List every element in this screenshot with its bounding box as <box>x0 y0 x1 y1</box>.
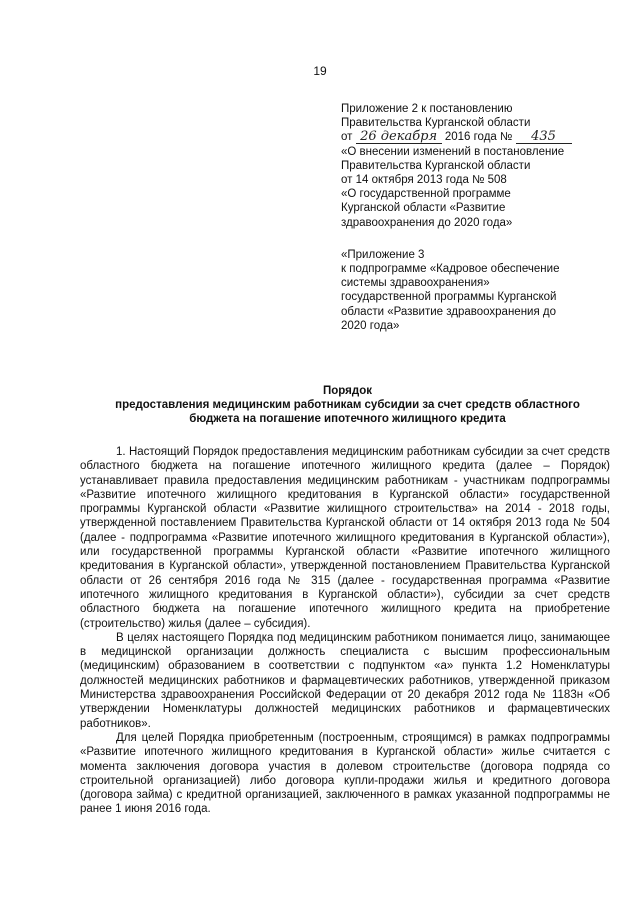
appendix-line: области «Развитие здравоохранения до <box>341 305 557 318</box>
appendix-line: Правительства Курганской области <box>341 117 531 130</box>
paragraph: 1. Настоящий Порядок предоставления медицинским работникам субсидии за счет средств областного бюджета на погашение ипотечного жилищного кредита (далее – Порядок) устанавливает правила предоставления медицинским работникам - участникам подпрограммы «Развитие ипотечного жилищного кредитования в Курганской области» государственной программы Курганской области «Развитие жилищного строительства» на 2014 - 2018 годы, утвержденной поставлением Правительства Курганской области от 14 октября 2013 года № 504 (далее - подпрограмма «Развитие ипотечного жилищного кредитования в Курганской области»), или государственной программы Курганской области «Развитие ипотечного жилищного кредитования в Курганской области», утвержденной постановлением Правительства Курганской области от 26 сентября 2016 года № 315 (далее - государственная программа «Развитие ипотечного жилищного кредитования в Курганской области»), субсидии за счет средств областного бюджета на погашение ипотечного жилищного кредита на приобретение (строительство) жилья (далее – субсидия). <box>80 446 610 630</box>
appendix-line: «О государственной программе <box>341 188 511 201</box>
paragraph: В целях настоящего Порядка под медицинским работником понимается лицо, занимающее в медицинской организации должность специалиста с высшим профессиональным (медицинским) образованием в соответствии с подпунктом «а» пункта 1.2 Номенклатуры должностей медицинских работников и фармацевтических работников, утвержденной приказом Министерства здравоохранения Российской Федерации от 20 декабря 2012 года № 1183н «Об утверждении Номенклатуры должностей медицинских работников и фармацевтических работников». <box>80 631 610 730</box>
appendix-line: «О внесении изменений в постановление <box>341 145 565 158</box>
document-body <box>80 445 610 817</box>
heading-title: Порядок <box>323 385 372 397</box>
appendix-line: Правительства Курганской области <box>341 159 531 172</box>
date-suffix: 2016 года № <box>444 131 513 144</box>
appendix-line: государственной программы Курганской <box>341 291 557 304</box>
appendix-line: «Приложение 3 <box>341 248 425 261</box>
appendix-line: к подпрограмме «Кадровое обеспечение <box>341 263 560 276</box>
handwritten-date: 26 декабря <box>356 130 442 144</box>
document-heading <box>80 384 615 427</box>
appendix-line: от 14 октября 2013 года № 508 <box>341 174 507 187</box>
appendix-date-line <box>341 130 611 144</box>
date-prefix: от <box>341 131 353 144</box>
paragraph: Для целей Порядка приобретенным (построенным, строящимся) в рамках подпрограммы «Развитие ипотечного жилищного кредитования в Курганской области» жилье считается с момента заключения договора участия в долевом строительстве (договора подряда со строительной организацией) либо договора купли-продажи жилья и кредитного договора (договора займа) с кредитной организацией, заключенного в рамках указанной подпрограммы не ранее 1 июня 2016 года. <box>80 731 610 816</box>
appendix-line: 2020 года» <box>341 319 400 332</box>
heading-line: бюджета на погашение ипотечного жилищного кредита <box>189 413 506 426</box>
appendix-line: системы здравоохранения» <box>341 277 490 290</box>
appendix-line: здравоохранения до 2020 года» <box>341 216 513 229</box>
spacer <box>341 230 611 248</box>
heading-line: предоставления медицинским работникам субсидии за счет средств областного <box>115 399 580 412</box>
appendix-line: Приложение 2 к постановлению <box>341 103 513 115</box>
appendix-block <box>341 102 611 333</box>
handwritten-number: 435 <box>516 130 572 144</box>
page-number: 19 <box>313 64 327 78</box>
appendix-line: Курганской области «Развитие <box>341 202 506 215</box>
